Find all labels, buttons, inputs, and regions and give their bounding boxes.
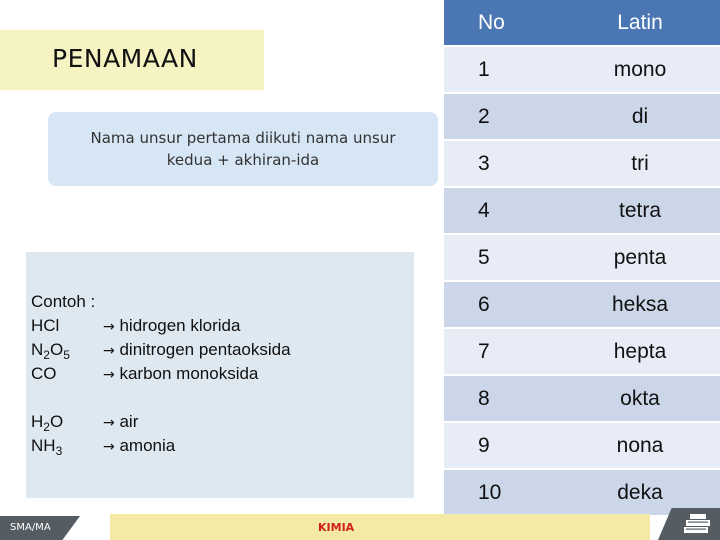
- formula-h2o: $H_2O$: [31, 412, 64, 434]
- cell-latin: okta: [560, 375, 720, 422]
- formula-co: CO: [31, 364, 57, 383]
- latin-prefix-table: [444, 0, 720, 517]
- rule-line-2: kedua + akhiran-ida: [166, 151, 320, 169]
- cell-no: 5: [444, 234, 560, 281]
- cell-no: 10: [444, 469, 560, 516]
- cell-no: 9: [444, 422, 560, 469]
- formula-nh3: $NH_3$: [31, 436, 63, 458]
- arrow-icon: →: [103, 415, 115, 431]
- cell-latin: penta: [560, 234, 720, 281]
- page-title: PENAMAAN: [52, 44, 198, 73]
- formula-n2o5: $N_2O_5$: [31, 340, 70, 362]
- footer-subject-label: KIMIA: [318, 521, 355, 534]
- table-row: [444, 281, 720, 328]
- cell-no: 6: [444, 281, 560, 328]
- cell-latin: tetra: [560, 187, 720, 234]
- cell-no: 1: [444, 46, 560, 93]
- arrow-icon: →: [103, 343, 115, 359]
- formula-hcl: HCl: [31, 316, 60, 335]
- table-header-row: [444, 0, 720, 46]
- table-row: [444, 140, 720, 187]
- rule-line-1: Nama unsur pertama diikuti nama unsur: [90, 129, 396, 147]
- footer-center-band: [110, 514, 650, 540]
- arrow-icon: →: [103, 439, 115, 455]
- compound-name: air: [119, 412, 139, 431]
- cell-no: 2: [444, 93, 560, 140]
- example-item-co: [31, 364, 258, 385]
- cell-latin: deka: [560, 469, 720, 516]
- footer-bar: [0, 506, 720, 540]
- cell-no: 8: [444, 375, 560, 422]
- column-header-latin: Latin: [560, 0, 720, 46]
- compound-name: amonia: [119, 436, 176, 455]
- example-item-hcl: [31, 316, 240, 337]
- table-row: [444, 422, 720, 469]
- footer-level-label: SMA/MA: [10, 522, 51, 533]
- table-row: [444, 93, 720, 140]
- table-row: [444, 187, 720, 234]
- compound-name: karbon monoksida: [119, 364, 259, 383]
- table-row: [444, 375, 720, 422]
- table-row: [444, 46, 720, 93]
- cell-no: 3: [444, 140, 560, 187]
- arrow-icon: →: [103, 367, 115, 383]
- example-item-nh3: [31, 436, 175, 457]
- arrow-icon: →: [103, 319, 115, 335]
- books-icon: [682, 514, 712, 536]
- example-item-h2o: [31, 412, 138, 433]
- cell-latin: tri: [560, 140, 720, 187]
- example-item-n2o5: [31, 340, 291, 361]
- cell-latin: di: [560, 93, 720, 140]
- table-row: [444, 234, 720, 281]
- table-row: [444, 328, 720, 375]
- cell-latin: mono: [560, 46, 720, 93]
- cell-latin: nona: [560, 422, 720, 469]
- cell-no: 7: [444, 328, 560, 375]
- compound-name: hidrogen klorida: [119, 316, 241, 335]
- compound-name: dinitrogen pentaoksida: [119, 340, 291, 359]
- title-banner: [0, 30, 264, 90]
- naming-rule-box: [48, 112, 438, 186]
- examples-heading: Contoh :: [31, 292, 96, 311]
- cell-latin: heksa: [560, 281, 720, 328]
- cell-no: 4: [444, 187, 560, 234]
- cell-latin: hepta: [560, 328, 720, 375]
- examples-box: [26, 252, 414, 498]
- column-header-no: No: [444, 0, 560, 46]
